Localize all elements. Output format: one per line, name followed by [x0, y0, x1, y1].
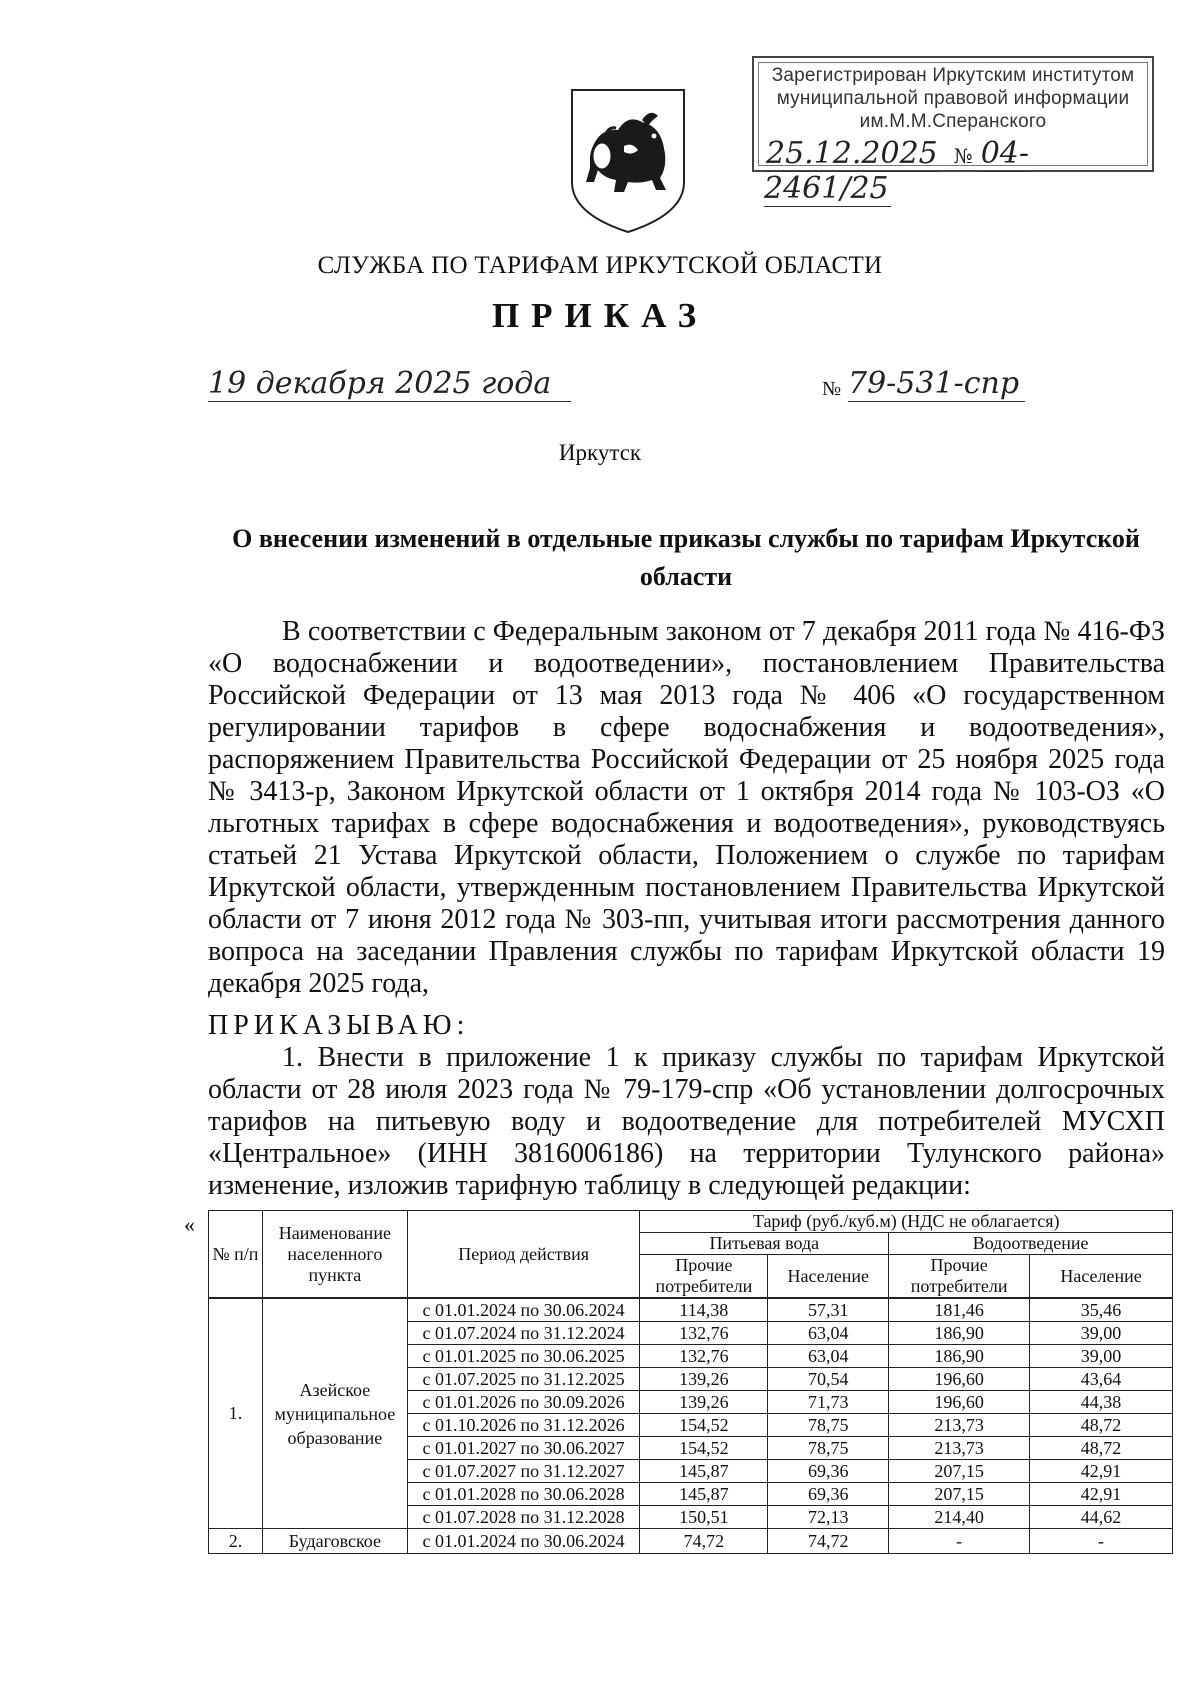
cell-period: с 01.01.2025 по 30.06.2025: [407, 1345, 640, 1368]
stamp-text: [754, 64, 1152, 133]
document-title: О внесении изменений в отдельные приказы службы по тарифам Иркутской области: [232, 524, 1140, 591]
tariff-table-body: [209, 1298, 1173, 1554]
header-num: № п/п: [209, 1211, 263, 1299]
cell-water-population: 63,04: [768, 1345, 889, 1368]
cell-sewer-population: 44,62: [1030, 1506, 1173, 1529]
header-period: Период действия: [407, 1211, 640, 1299]
city: Иркутск: [558, 440, 642, 465]
preamble-block: [208, 616, 1165, 1000]
header-drinking-water: Питьевая вода: [640, 1233, 889, 1255]
header-sewerage: Водоотведение: [889, 1233, 1173, 1255]
header-tariff: Тариф (руб./куб.м) (НДС не облагается): [640, 1211, 1173, 1233]
cell-period: с 01.01.2028 по 30.06.2028: [407, 1483, 640, 1506]
cell-water-population: 72,13: [768, 1506, 889, 1529]
cell-water-other: 132,76: [640, 1322, 768, 1345]
cell-water-population: 57,31: [768, 1298, 889, 1322]
cell-sewer-other: 213,73: [889, 1437, 1030, 1460]
header-locality: Наименование населенного пункта: [262, 1211, 407, 1299]
cell-water-population: 63,04: [768, 1322, 889, 1345]
cell-num: 1.: [209, 1298, 263, 1529]
stamp-registration: [764, 136, 1152, 206]
stamp-reg-number: 04-2461/25: [764, 136, 1030, 206]
stamp-reg-date: 25.12.2025: [766, 136, 938, 171]
cell-sewer-population: 48,72: [1030, 1437, 1173, 1460]
cell-period: с 01.01.2024 по 30.06.2024: [407, 1529, 640, 1554]
cell-sewer-other: 213,73: [889, 1414, 1030, 1437]
cell-sewer-population: 42,91: [1030, 1460, 1173, 1483]
header-sewer-population: Население: [1030, 1255, 1173, 1299]
cell-water-other: 154,52: [640, 1437, 768, 1460]
cell-water-other: 139,26: [640, 1391, 768, 1414]
cell-num: 2.: [209, 1529, 263, 1554]
cell-sewer-population: 44,38: [1030, 1391, 1173, 1414]
table-row: [209, 1529, 1173, 1554]
cell-sewer-other: 207,15: [889, 1483, 1030, 1506]
cell-water-other: 132,76: [640, 1345, 768, 1368]
cell-water-other: 145,87: [640, 1483, 768, 1506]
cell-sewer-population: 35,46: [1030, 1298, 1173, 1322]
cell-period: с 01.10.2026 по 31.12.2026: [407, 1414, 640, 1437]
header-sewer-other: Прочие потребители: [889, 1255, 1030, 1299]
header-water-other: Прочие потребители: [640, 1255, 768, 1299]
cell-sewer-population: 48,72: [1030, 1414, 1173, 1437]
cell-sewer-population: 39,00: [1030, 1322, 1173, 1345]
cell-period: с 01.07.2027 по 31.12.2027: [407, 1460, 640, 1483]
order-word: ПРИКАЗЫВАЮ:: [208, 1010, 470, 1041]
cell-sewer-population: -: [1030, 1529, 1173, 1554]
cell-sewer-other: -: [889, 1529, 1030, 1554]
stamp-line-1: Зарегистрирован Иркутским институтом: [771, 65, 1135, 86]
cell-sewer-population: 43,64: [1030, 1368, 1173, 1391]
cell-water-other: 139,26: [640, 1368, 768, 1391]
stamp-line-3: им.М.М.Сперанского: [859, 111, 1047, 132]
cell-sewer-other: 196,60: [889, 1368, 1030, 1391]
order-number-label: №: [822, 378, 842, 400]
cell-water-population: 74,72: [768, 1529, 889, 1554]
cell-water-other: 150,51: [640, 1506, 768, 1529]
cell-period: с 01.07.2025 по 31.12.2025: [407, 1368, 640, 1391]
item-1-block: [208, 1042, 1165, 1202]
cell-water-population: 69,36: [768, 1483, 889, 1506]
registration-stamp: [752, 56, 1154, 206]
cell-water-population: 70,54: [768, 1368, 889, 1391]
cell-water-population: 78,75: [768, 1437, 889, 1460]
order-word-block: [208, 1010, 1165, 1042]
item-1-text: 1. Внести в приложение 1 к приказу службы по тарифам Иркутской области от 28 июля 2023 года № 79-179-спр «Об установлении долгосрочных тарифов на питьевую воду и водоотведение для потребителей МУСХП «Центральное» (ИНН 3816006186) на территории Тулунского района» изменение, изложив тарифную таблицу в следующей редакции:: [208, 1042, 1165, 1201]
cell-sewer-other: 196,60: [889, 1391, 1030, 1414]
cell-water-population: 78,75: [768, 1414, 889, 1437]
cell-sewer-other: 214,40: [889, 1506, 1030, 1529]
cell-water-other: 74,72: [640, 1529, 768, 1554]
coat-of-arms-icon: [568, 86, 688, 236]
organization-name: СЛУЖБА ПО ТАРИФАМ ИРКУТСКОЙ ОБЛАСТИ: [317, 252, 883, 279]
cell-water-other: 145,87: [640, 1460, 768, 1483]
cell-period: с 01.07.2024 по 31.12.2024: [407, 1322, 640, 1345]
cell-period: с 01.01.2027 по 30.06.2027: [407, 1437, 640, 1460]
cell-water-population: 69,36: [768, 1460, 889, 1483]
header-water-population: Население: [768, 1255, 889, 1299]
document-type: ПРИКАЗ: [491, 296, 709, 335]
cell-sewer-other: 181,46: [889, 1298, 1030, 1322]
order-number: 79-531-спр: [848, 366, 1025, 402]
cell-sewer-other: 186,90: [889, 1345, 1030, 1368]
preamble-text: В соответствии с Федеральным законом от 7 декабря 2011 года № 416-ФЗ «О водоснабжении и водоотведении», постановлением Правительства Российской Федерации от 13 мая 2013 года № 406 «О государственном регулировании тарифов в сфере водоснабжения и водоотведения», распоряжением Правительства Российской Федерации от 25 ноября 2025 года № 3413-р, Законом Иркутской области от 1 октября 2014 года № 103-ОЗ «О льготных тарифах в сфере водоснабжения и водоотведения», руководствуясь статьей 21 Устава Иркутской области, Положением о службе по тарифам Иркутской области, утвержденным постановлением Правительства Иркутской области от 7 июня 2012 года № 303-пп, учитывая итоги рассмотрения данного вопроса на заседании Правления службы по тарифам Иркутской области 19 декабря 2025 года,: [208, 616, 1165, 999]
cell-sewer-other: 207,15: [889, 1460, 1030, 1483]
cell-water-population: 71,73: [768, 1391, 889, 1414]
order-date: 19 декабря 2025 года: [208, 366, 571, 402]
table-row: [209, 1298, 1173, 1322]
cell-period: с 01.07.2028 по 31.12.2028: [407, 1506, 640, 1529]
cell-water-other: 114,38: [640, 1298, 768, 1322]
cell-sewer-population: 42,91: [1030, 1483, 1173, 1506]
cell-period: с 01.01.2026 по 30.09.2026: [407, 1391, 640, 1414]
opening-quote: «: [184, 1212, 195, 1237]
cell-sewer-other: 186,90: [889, 1322, 1030, 1345]
cell-water-other: 154,52: [640, 1414, 768, 1437]
cell-locality: Будаговское: [262, 1529, 407, 1554]
stamp-reg-no-label: №: [953, 144, 973, 168]
cell-sewer-population: 39,00: [1030, 1345, 1173, 1368]
tariff-table: [208, 1210, 1173, 1554]
cell-period: с 01.01.2024 по 30.06.2024: [407, 1298, 640, 1322]
stamp-line-2: муниципальной правовой информации: [776, 88, 1130, 109]
cell-locality: Азейское муниципальное образование: [262, 1298, 407, 1529]
